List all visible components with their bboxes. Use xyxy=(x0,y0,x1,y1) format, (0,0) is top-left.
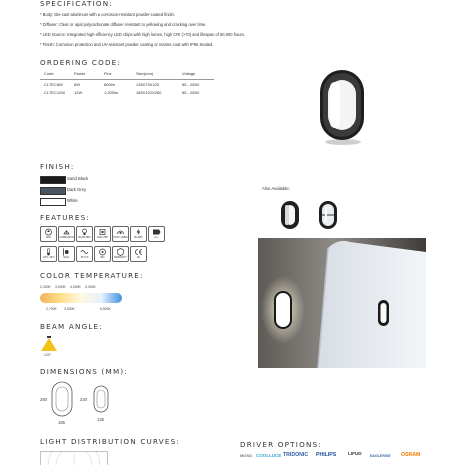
variant-clear-photo xyxy=(318,200,338,230)
finish-label-dark-grey: Dark Grey xyxy=(67,187,87,192)
cell-code: CLTEC12W xyxy=(44,89,66,95)
led-chip-icon xyxy=(98,228,107,236)
specification-title: SPECIFICATION: xyxy=(40,0,113,8)
ordering-code-title: ORDERING CODE: xyxy=(40,58,122,67)
swatch-sand-black xyxy=(40,176,66,184)
feature-caption: 85-265V xyxy=(134,236,143,239)
cct-label-5000: 5,000K xyxy=(85,285,96,289)
feature-caption: WALL xyxy=(63,256,70,259)
feature-caption: IP66 xyxy=(46,236,51,239)
brand-moso-logo: MOSO xyxy=(240,453,253,458)
header-voltage: Voltage xyxy=(178,70,214,80)
dimension-drawing-small xyxy=(92,385,110,413)
brand-eaglerise-logo: EAGLERISE xyxy=(370,454,391,458)
brand-tridonic-logo: TRIDONIC xyxy=(283,452,309,458)
lifespan-icon xyxy=(80,228,89,236)
cell-power: 12W xyxy=(74,89,83,95)
voltage-icon xyxy=(134,228,143,236)
cell-flux: 1,200lm xyxy=(104,89,119,95)
pf-icon xyxy=(80,248,89,256)
cct-label-3000: 3,000K xyxy=(55,285,66,289)
features-title: FEATURES: xyxy=(40,213,91,222)
feature-warranty xyxy=(112,246,129,262)
wall-mount-icon xyxy=(62,248,71,256)
feature-caption: 360° xyxy=(100,256,105,259)
feature-corrosion xyxy=(58,226,75,242)
product-photo xyxy=(312,66,372,146)
variant-opal-photo xyxy=(280,200,300,230)
header-size: Size(mm) xyxy=(132,70,178,80)
cell-size: 135X70X220 xyxy=(136,81,160,87)
energy-class-icon xyxy=(152,228,161,236)
feature-pf xyxy=(76,246,93,262)
feature-wall-mount xyxy=(58,246,75,262)
feature-temperature xyxy=(40,246,57,262)
feature-caption: CORROSION xyxy=(59,236,74,239)
lumen-icon xyxy=(116,228,125,236)
beam-angle-icon xyxy=(40,336,58,352)
cct-label-4000: 4,000K xyxy=(70,285,81,289)
beam-360-icon xyxy=(98,248,107,256)
feature-lifespan xyxy=(76,226,93,242)
spec-finish: * Finish: Corrosion protection and UV-resistant powder coating or marine coat with IP66 Sealed. xyxy=(40,42,214,47)
beam-angle-value: 120° xyxy=(44,353,52,357)
cct-label-2200: 2,200K xyxy=(40,285,51,289)
dimension-small-height: 220 xyxy=(80,397,87,402)
feature-lumen xyxy=(112,226,129,242)
dimension-drawing-large xyxy=(50,381,74,417)
feature-beam-360 xyxy=(94,246,111,262)
feature-led-chip xyxy=(94,226,111,242)
cell-voltage: 85 - 265V xyxy=(182,89,200,95)
dimensions-title: DIMENSIONS (MM): xyxy=(40,367,128,376)
cell-flux: 600lm xyxy=(104,81,115,87)
spec-led-source: * LED Source: Integrated high-efficiency LED chips with high lumen, high CRI (>70) and lifespan of 50,000 hours. xyxy=(40,32,246,37)
feature-caption: CE xyxy=(136,256,141,259)
warranty-icon xyxy=(116,248,125,256)
feature-caption: -20°C~45°C xyxy=(42,256,55,259)
beam-angle-title: BEAM ANGLE: xyxy=(40,322,103,331)
light-distribution-chart xyxy=(40,451,108,465)
feature-caption: HIGH LUMEN xyxy=(113,236,128,239)
color-temperature-bar xyxy=(40,293,122,303)
ordering-table xyxy=(40,70,214,96)
brand-lifud-logo: LIFUD xyxy=(348,451,362,456)
spec-body: * Body: Die-cast aluminum with a corrosion-resistant powder-coated finish. xyxy=(40,12,175,17)
brand-coolluce-logo: COOLLUCE xyxy=(256,453,282,458)
table-row xyxy=(40,80,214,89)
light-distribution-title: LIGHT DISTRIBUTION CURVES: xyxy=(40,437,181,446)
dimension-small-width: 135 xyxy=(97,417,104,422)
cell-power: 6W xyxy=(74,81,80,87)
brand-osram-logo: OSRAM xyxy=(401,452,421,458)
header-flux: Flux xyxy=(100,70,132,80)
feature-ip66 xyxy=(40,226,57,242)
also-available-label: Also Available: xyxy=(262,186,290,191)
cell-voltage: 85 - 265V xyxy=(182,81,200,87)
feature-caption: WARRANTY xyxy=(113,256,128,259)
feature-caption: LED CHIP xyxy=(97,236,108,239)
cct-label-2700: 2,700K xyxy=(46,307,57,311)
feature-ce xyxy=(130,246,147,262)
finish-label-sand-black: Sand Black xyxy=(67,176,89,181)
ce-icon xyxy=(134,248,143,256)
feature-caption: A++ xyxy=(154,236,159,239)
header-code: Code xyxy=(40,70,70,80)
swatch-white xyxy=(40,198,66,206)
dimension-large-width: 185 xyxy=(58,420,65,425)
header-power: Power xyxy=(70,70,100,80)
corrosion-resistant-icon xyxy=(62,228,71,236)
cell-size: 185X102X280 xyxy=(136,89,162,95)
table-row xyxy=(40,88,214,96)
feature-voltage xyxy=(130,226,147,242)
cct-label-6500: 6,500K xyxy=(100,307,111,311)
finish-label-white: White xyxy=(67,198,78,203)
finish-title: FINISH: xyxy=(40,162,75,171)
cct-label-3500: 3,500K xyxy=(64,307,75,311)
spec-diffuser: * Diffuser: Clear or opal polycarbonate diffuser resistant to yellowing and cracking over time. xyxy=(40,22,207,27)
swatch-dark-grey xyxy=(40,187,66,195)
feature-caption: 50,000 HRS xyxy=(78,236,91,239)
cell-code: CLTEC6W xyxy=(44,81,63,87)
feature-energy-class xyxy=(148,226,165,242)
driver-options-title: DRIVER OPTIONS: xyxy=(240,440,322,449)
brand-philips-logo: PHILIPS xyxy=(316,452,337,458)
feature-caption: PF>0.9 xyxy=(80,256,89,259)
dimension-large-height: 280 xyxy=(40,397,47,402)
ip66-icon xyxy=(44,228,53,236)
installation-photo xyxy=(258,238,426,368)
color-temperature-title: COLOR TEMPERATURE: xyxy=(40,271,144,280)
temperature-icon xyxy=(44,248,53,256)
